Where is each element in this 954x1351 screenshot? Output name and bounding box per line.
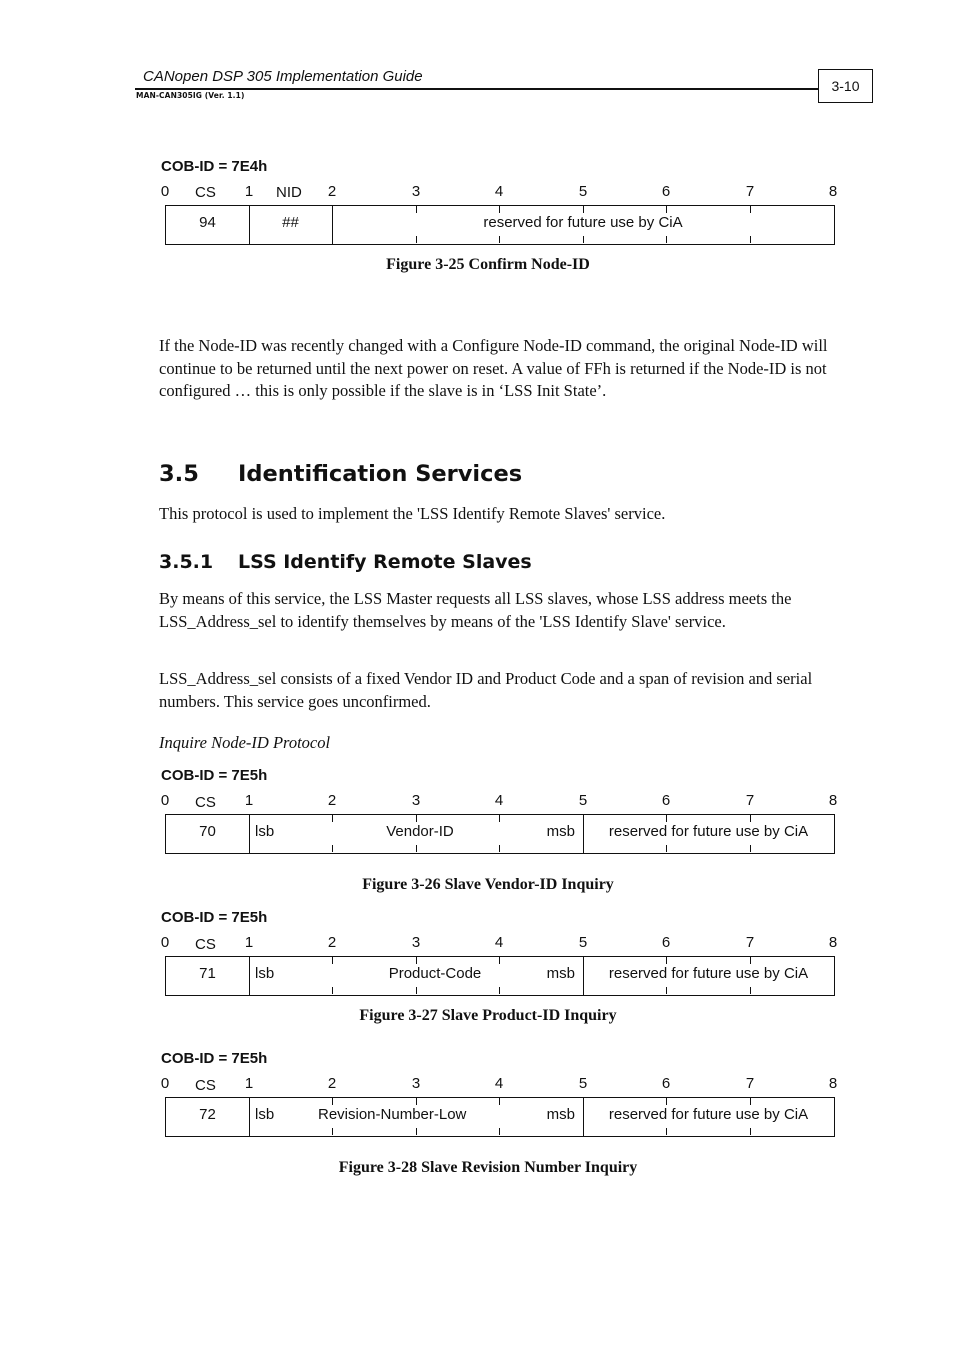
fig25-tick-3: 3 — [411, 183, 421, 200]
fig28-tick-4: 4 — [494, 1075, 504, 1092]
fig25-tick-nid: NID — [276, 184, 302, 201]
fig28-cobid: COB-ID = 7E5h — [161, 1050, 268, 1067]
fig26-cell-reserved: reserved for future use by CiA — [608, 823, 809, 840]
fig28-tick-0: 0 — [160, 1075, 170, 1092]
fig27-tick-8: 8 — [828, 934, 838, 951]
fig26-tick-1: 1 — [244, 792, 254, 809]
fig25-tick-cs: CS — [195, 184, 216, 201]
fig27-tick-2: 2 — [327, 934, 337, 951]
fig25-caption: Figure 3-25 Confirm Node-ID — [386, 256, 590, 273]
fig25-tick-8: 8 — [828, 183, 838, 200]
subsection-paragraph-1: By means of this service, the LSS Master requests all LSS slaves, whose LSS address meets the LSS_Address_sel to identify themselves by means of the 'LSS Identify Slave' service. — [159, 589, 792, 631]
fig28-tick-7: 7 — [745, 1075, 755, 1092]
fig28-tick-1: 1 — [244, 1075, 254, 1092]
fig27-tick-cs: CS — [195, 936, 216, 953]
fig27-tick-4: 4 — [494, 934, 504, 951]
fig25-tick-6: 6 — [661, 183, 671, 200]
fig27-cell-lsb: lsb — [255, 965, 275, 982]
fig28-tick-3: 3 — [411, 1075, 421, 1092]
fig26-tick-0: 0 — [160, 792, 170, 809]
fig25-tick-4: 4 — [494, 183, 504, 200]
fig27-cell-msb: msb — [546, 965, 575, 982]
fig28-cell-reserved: reserved for future use by CiA — [608, 1106, 809, 1123]
document-title: CANopen DSP 305 Implementation Guide — [143, 68, 423, 85]
fig28-tick-8: 8 — [828, 1075, 838, 1092]
fig26-tick-8: 8 — [828, 792, 838, 809]
fig28-tick-6: 6 — [661, 1075, 671, 1092]
page-number: 3-10 — [818, 69, 873, 103]
fig27-divider — [249, 957, 250, 995]
fig25-cell-cs: 94 — [199, 214, 216, 231]
fig26-cell-cs: 70 — [199, 823, 216, 840]
subsection-paragraph-2: LSS_Address_sel consists of a fixed Vendor ID and Product Code and a span of revision and serial numbers. This service goes unconfirmed. — [159, 669, 813, 711]
fig25-cell-reserved: reserved for future use by CiA — [483, 214, 683, 231]
header-rule — [135, 88, 819, 90]
fig26-cell-lsb: lsb — [255, 823, 275, 840]
fig27-cell-reserved: reserved for future use by CiA — [608, 965, 809, 982]
fig26-cobid: COB-ID = 7E5h — [161, 767, 268, 784]
node-id-paragraph: If the Node-ID was recently changed with a Configure Node-ID command, the original Node-ID will continue to be returned until the next power on reset. A value of FFh is returned if the Node-ID is not configured … this is only possible if the slave is in ‘LSS Init State’. — [159, 336, 828, 400]
section-number: 3.5 — [159, 461, 199, 487]
fig28-caption: Figure 3-28 Slave Revision Number Inquiry — [338, 1159, 638, 1176]
fig26-tick-cs: CS — [195, 794, 216, 811]
fig26-tick-3: 3 — [411, 792, 421, 809]
fig25-tick-5: 5 — [578, 183, 588, 200]
fig25-tick-7: 7 — [745, 183, 755, 200]
fig27-tick-7: 7 — [745, 934, 755, 951]
fig25-cell-nid: ## — [282, 214, 299, 231]
fig26-caption: Figure 3-26 Slave Vendor-ID Inquiry — [362, 876, 614, 893]
fig28-divider — [249, 1098, 250, 1136]
fig27-tick-5: 5 — [578, 934, 588, 951]
fig28-cell-field: Revision-Number-Low — [318, 1106, 467, 1123]
fig25-cobid: COB-ID = 7E4h — [161, 158, 268, 175]
fig28-cell-msb: msb — [546, 1106, 575, 1123]
fig26-cell-msb: msb — [546, 823, 575, 840]
fig25-tick-2: 2 — [327, 183, 337, 200]
fig25-tick-0: 0 — [160, 183, 170, 200]
fig28-tick-2: 2 — [327, 1075, 337, 1092]
fig27-tick-3: 3 — [411, 934, 421, 951]
fig26-tick-2: 2 — [327, 792, 337, 809]
document-id: MAN-CAN305IG (Ver. 1.1) — [136, 91, 245, 100]
fig27-caption: Figure 3-27 Slave Product-ID Inquiry — [359, 1007, 617, 1024]
section-title: Identification Services — [238, 461, 523, 487]
fig25-tick-1: 1 — [244, 183, 254, 200]
fig26-tick-5: 5 — [578, 792, 588, 809]
fig28-tick-5: 5 — [578, 1075, 588, 1092]
fig28-tick-cs: CS — [195, 1077, 216, 1094]
section-intro: This protocol is used to implement the 'LSS Identify Remote Slaves' service. — [159, 504, 666, 523]
fig27-tick-6: 6 — [661, 934, 671, 951]
fig28-cell-lsb: lsb — [255, 1106, 275, 1123]
fig27-tick-0: 0 — [160, 934, 170, 951]
fig26-tick-6: 6 — [661, 792, 671, 809]
protocol-label: Inquire Node-ID Protocol — [159, 733, 331, 752]
fig26-cell-field: Vendor-ID — [386, 823, 454, 840]
fig26-tick-7: 7 — [745, 792, 755, 809]
fig27-tick-1: 1 — [244, 934, 254, 951]
fig27-cell-field: Product-Code — [388, 965, 482, 982]
fig27-cell-cs: 71 — [199, 965, 216, 982]
fig26-tick-4: 4 — [494, 792, 504, 809]
fig28-cell-cs: 72 — [199, 1106, 216, 1123]
fig27-cobid: COB-ID = 7E5h — [161, 909, 268, 926]
subsection-number: 3.5.1 — [159, 551, 214, 573]
subsection-title: LSS Identify Remote Slaves — [238, 551, 532, 573]
